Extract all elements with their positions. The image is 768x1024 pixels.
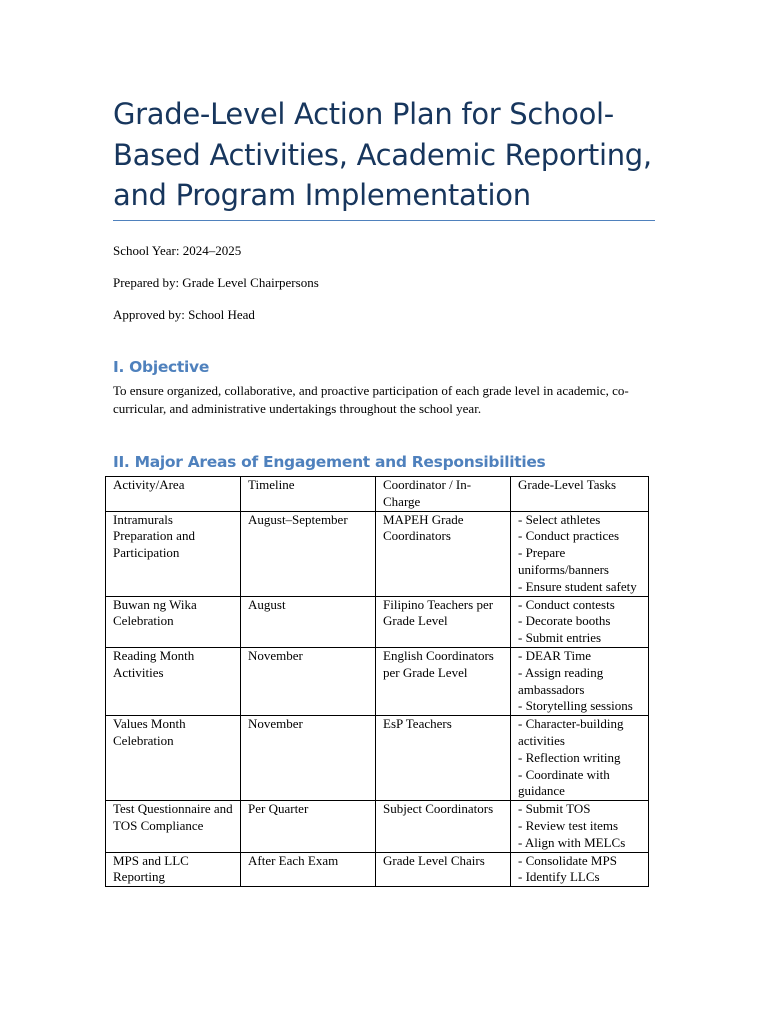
- cell-tasks: [511, 801, 649, 852]
- cell-coordinator: English Coordinators per Grade Level: [376, 647, 511, 715]
- table-header-row: [106, 477, 649, 512]
- cell-activity: Values Month Celebration: [106, 716, 241, 801]
- table-row: [106, 511, 649, 596]
- approved-by: Approved by: School Head: [113, 307, 255, 322]
- cell-timeline: Per Quarter: [241, 801, 376, 852]
- cell-timeline: November: [241, 647, 376, 715]
- task-item: - Prepare uniforms/banners: [518, 545, 609, 577]
- task-item: - Submit entries: [518, 630, 602, 646]
- task-item: - Ensure student safety: [518, 578, 637, 594]
- task-item: - Character-building activities: [518, 716, 624, 748]
- engagement-heading: II. Major Areas of Engagement and Responsibilities: [113, 453, 546, 471]
- cell-activity: Reading Month Activities: [106, 647, 241, 715]
- task-item: - Coordinate with guidance: [518, 766, 610, 799]
- table-row: [106, 852, 649, 887]
- task-item: - Assign reading ambassadors: [518, 664, 604, 697]
- task-item: - Conduct contests: [518, 596, 615, 612]
- school-year: School Year: 2024–2025: [113, 243, 242, 258]
- cell-activity: Buwan ng Wika Celebration: [106, 596, 241, 647]
- cell-tasks: [511, 511, 649, 596]
- cell-coordinator: EsP Teachers: [376, 716, 511, 801]
- objective-heading: I. Objective: [113, 358, 210, 376]
- cell-timeline: November: [241, 716, 376, 801]
- title-divider: [113, 220, 655, 221]
- page-title: Grade-Level Action Plan for School-Based Activities, Academic Reporting, and Program Implementation: [113, 97, 652, 212]
- table-row: [106, 716, 649, 801]
- column-header-timeline: Timeline: [241, 477, 376, 512]
- cell-tasks: [511, 647, 649, 715]
- cell-tasks: [511, 852, 649, 887]
- column-header-activity: Activity/Area: [106, 477, 241, 512]
- cell-activity: MPS and LLC Reporting: [106, 852, 241, 887]
- task-item: - Storytelling sessions: [518, 698, 633, 714]
- prepared-by: Prepared by: Grade Level Chairpersons: [113, 275, 319, 290]
- task-item: - DEAR Time: [518, 647, 591, 663]
- table-row: [106, 801, 649, 852]
- cell-activity: Test Questionnaire and TOS Compliance: [106, 801, 241, 852]
- engagement-table: [105, 476, 649, 887]
- task-item: - Align with MELCs: [518, 834, 626, 850]
- task-item: - Decorate booths: [518, 613, 611, 629]
- table-row: [106, 647, 649, 715]
- task-item: - Submit TOS: [518, 801, 591, 817]
- cell-coordinator: Grade Level Chairs: [376, 852, 511, 887]
- cell-timeline: After Each Exam: [241, 852, 376, 887]
- cell-timeline: August: [241, 596, 376, 647]
- table-row: [106, 596, 649, 647]
- cell-tasks: [511, 716, 649, 801]
- cell-coordinator: Subject Coordinators: [376, 801, 511, 852]
- objective-text: To ensure organized, collaborative, and proactive participation of each grade level in academic, co-curricular, and administrative undertakings throughout the school year.: [113, 383, 629, 416]
- task-item: - Review test items: [518, 817, 619, 833]
- task-item: - Select athletes: [518, 511, 601, 527]
- column-header-coordinator: Coordinator / In-Charge: [376, 477, 511, 512]
- task-item: - Reflection writing: [518, 749, 621, 765]
- column-header-tasks: Grade-Level Tasks: [511, 477, 649, 512]
- task-item: - Consolidate MPS: [518, 852, 617, 868]
- cell-tasks: [511, 596, 649, 647]
- cell-activity: Intramurals Preparation and Participation: [106, 511, 241, 596]
- cell-coordinator: Filipino Teachers per Grade Level: [376, 596, 511, 647]
- task-item: - Identify LLCs: [518, 869, 600, 885]
- task-item: - Conduct practices: [518, 528, 620, 544]
- cell-timeline: August–September: [241, 511, 376, 596]
- cell-coordinator: MAPEH Grade Coordinators: [376, 511, 511, 596]
